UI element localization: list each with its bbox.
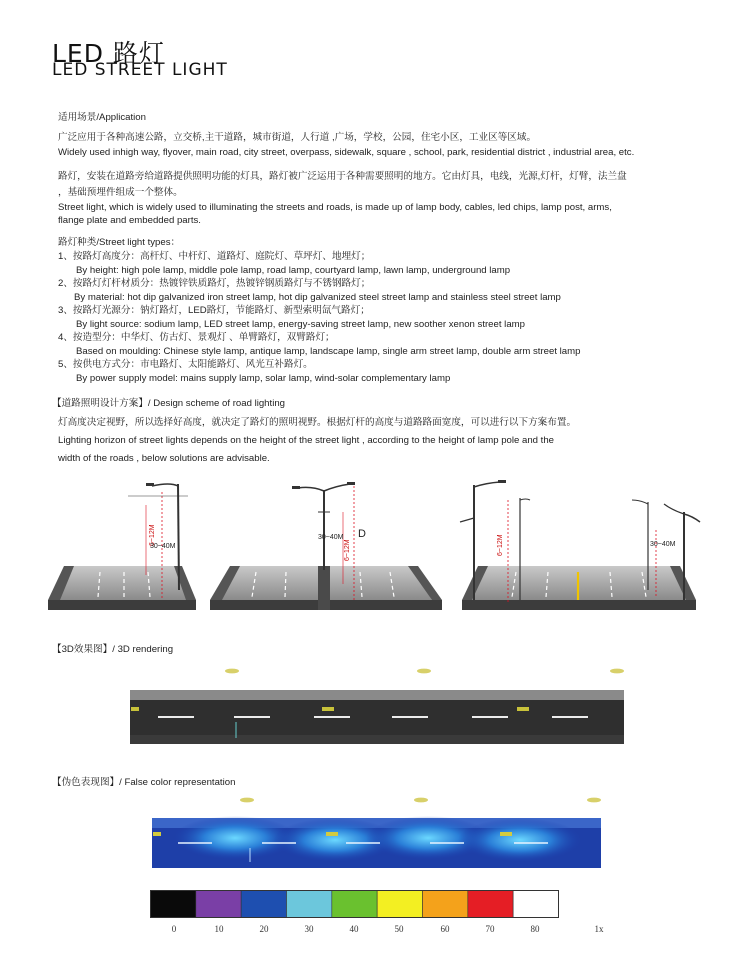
types-item-en: By power supply model: mains supply lamp, solar lamp, wind-solar complementary lamp: [76, 373, 451, 384]
scale-swatch: [423, 891, 468, 918]
types-item-en: By height: high pole lamp, middle pole lamp, road lamp, courtyard lamp, lawn lamp, underground lamp: [76, 265, 511, 276]
d3-height-label: 6~12M: [497, 534, 504, 556]
d2-distance-marker: D: [358, 528, 366, 540]
color-scale: [150, 890, 560, 920]
scale-label: 60: [440, 924, 450, 934]
rendering-heading: 【3D效果图】/ 3D rendering: [52, 644, 174, 655]
scale-swatch: [377, 891, 422, 918]
definition-cn-1: 路灯，安装在道路旁给道路提供照明功能的灯具，路灯被广泛运用于各种需要照明的地方。它由灯具，电线，光源,灯杆，灯臂，法兰盘: [58, 171, 627, 182]
types-item-cn: 1、按路灯高度分：高杆灯、中杆灯、道路灯、庭院灯、草坪灯、地埋灯；: [58, 251, 371, 262]
lamp-icon: [240, 798, 601, 803]
color-scale-labels: [0, 924, 750, 938]
scale-label: 50: [394, 924, 404, 934]
scale-swatch: [513, 891, 558, 918]
scale-unit: 1x: [594, 924, 604, 934]
scale-label: 10: [214, 924, 224, 934]
application-cn: 广泛应用于各种高速公路，立交桥,主干道路，城市街道，人行道 ,广场，学校，公园，住宅小区，工业区等区域。: [58, 132, 537, 143]
diagram-median: [210, 482, 442, 610]
d1-height-label: 6~12M: [149, 524, 156, 546]
types-item-cn: 5、按供电方式分：市电路灯、太阳能路灯、风光互补路灯。: [58, 359, 313, 370]
types-heading: 路灯种类/Street light types：: [58, 237, 181, 248]
design-cn: 灯高度决定视野，所以选择好高度，就决定了路灯的照明视野。根据灯杆的高度与道路路面宽度，可以进行以下方案布置。: [58, 417, 577, 428]
falsecolor-heading: 【伪色表现图】/ False color representation: [52, 777, 236, 788]
design-en-2: width of the roads , below solutions are advisable.: [58, 453, 270, 464]
definition-cn-2: ，基础预埋件组成一个整体。: [58, 187, 183, 198]
scale-label: 0: [171, 924, 177, 934]
types-item-en: By light source: sodium lamp, LED street lamp, energy-saving street lamp, new soother xenon street lamp: [76, 319, 525, 330]
scale-swatch: [196, 891, 241, 918]
scale-label: 30: [304, 924, 314, 934]
application-heading: 适用场景/Application: [58, 112, 146, 123]
d1-spacing-label: 30~40M: [150, 543, 176, 550]
definition-en-2: flange plate and embedded parts.: [58, 215, 201, 226]
scale-label: 70: [485, 924, 495, 934]
types-item-cn: 4、按造型分：中华灯、仿古灯、景观灯 、单臂路灯，双臂路灯；: [58, 332, 335, 343]
types-item-cn: 2、按路灯灯杆材质分：热镀锌铁质路灯，热镀锌钢质路灯与不锈钢路灯；: [58, 278, 371, 289]
scale-label: 80: [530, 924, 540, 934]
page-title: LED 路灯: [52, 39, 165, 68]
types-item-en: By material: hot dip galvanized iron street lamp, hot dip galvanized steel street lamp and stainless steel street lamp: [74, 292, 561, 303]
scale-swatch: [241, 891, 286, 918]
scale-swatch: [332, 891, 377, 918]
lamp-icon: [225, 669, 624, 674]
definition-en-1: Street light, which is widely used to illuminating the streets and roads, is made up of lamp body, cables, led chips, lamp post, arms,: [58, 202, 612, 213]
scale-label: 20: [259, 924, 269, 934]
scale-swatch: [151, 891, 196, 918]
design-heading: 【道路照明设计方案】/ Design scheme of road lighting: [52, 398, 285, 409]
types-item-cn: 3、按路灯光源分：钠灯路灯，LED路灯，节能路灯、新型索明氙气路灯；: [58, 305, 370, 316]
page-subtitle: LED STREET LIGHT: [52, 60, 228, 80]
types-item-en: Based on moulding: Chinese style lamp, antique lamp, landscape lamp, single arm street lamp, double arm street lamp: [76, 346, 581, 357]
d2-spacing-label: 30~40M: [318, 534, 344, 541]
d2-height-label: 6~12M: [344, 539, 351, 561]
d3-spacing-label: 30~40M: [650, 541, 676, 548]
scale-swatch: [287, 891, 332, 918]
application-en: Widely used inhigh way, flyover, main road, city street, overpass, sidewalk, square , school, park, residential district , industrial area, etc.: [58, 147, 635, 158]
scale-label: 40: [349, 924, 359, 934]
design-en-1: Lighting horizon of street lights depends on the height of the street light , according to the height of lamp pole and the: [58, 435, 555, 446]
scale-swatch: [468, 891, 513, 918]
